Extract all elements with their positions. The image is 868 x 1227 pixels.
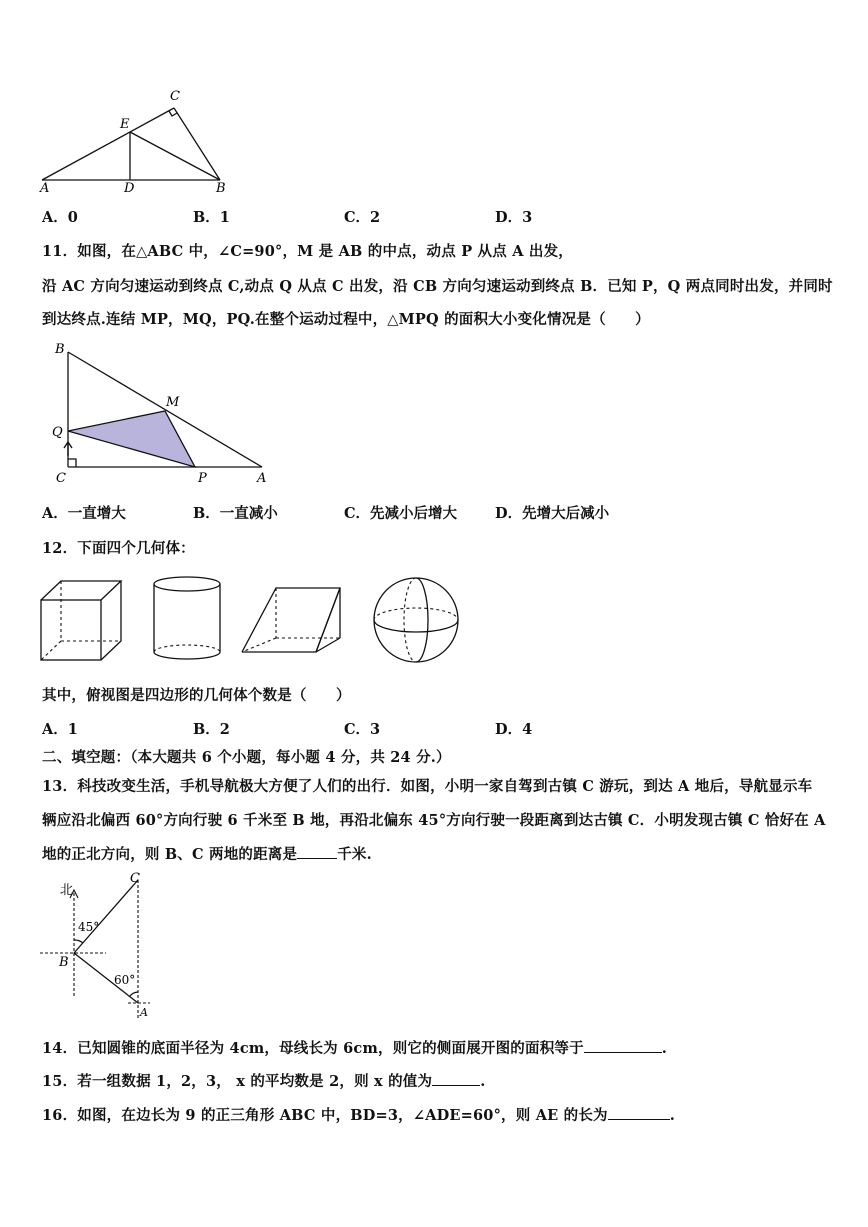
fig13-label-c: C	[130, 871, 140, 886]
q11-line-1: 11．如图，在△ABC 中，∠C=90°，M 是 AB 的中点，动点 P 从点 A 出发，	[42, 243, 574, 260]
q11-line-3: 到达终点.连结 MP，MQ，PQ.在整个运动过程中，△MPQ 的面积大小变化情况是（ ）	[42, 311, 650, 328]
figure-q13-directions	[38, 868, 168, 1026]
q14-answer-blank	[584, 1038, 662, 1053]
fig10-label-e: E	[120, 117, 130, 132]
q11-option-c: C．先减小后增大	[344, 505, 458, 522]
q11-line-2: 沿 AC 方向匀速运动到终点 C,动点 Q 从点 C 出发，沿 CB 方向匀速运动到终点 B．已知 P，Q 两点同时出发，并同时	[42, 278, 833, 295]
fig13-label-north: 北	[60, 883, 74, 898]
fig11-label-p: P	[198, 471, 207, 486]
q10-option-a: A．0	[42, 209, 78, 226]
fig11-label-a: A	[257, 471, 267, 486]
fig10-label-c: C	[170, 89, 180, 104]
fig10-label-d: D	[124, 181, 135, 195]
q14-tail: .	[661, 1040, 668, 1057]
figure-q10-triangle	[30, 80, 240, 195]
q12-option-a: A．1	[42, 721, 78, 738]
q10-option-c: C．2	[344, 209, 381, 226]
q15-line	[42, 1070, 485, 1091]
q11-option-d: D．先增大后减小	[495, 505, 610, 522]
q11-option-a: A．一直增大	[42, 505, 126, 522]
q13-answer-blank	[297, 844, 337, 859]
fig13-label-a: A	[140, 1006, 148, 1019]
q13-line-3	[42, 843, 372, 864]
fig11-label-q: Q	[52, 425, 63, 440]
q12-line-1: 12．下面四个几何体：	[42, 540, 195, 557]
fig13-label-b: B	[59, 955, 69, 970]
q12-line-2: 其中，俯视图是四边形的几何体个数是（ ）	[42, 687, 351, 704]
fig11-label-m: M	[166, 395, 180, 410]
q12-option-c: C．3	[344, 721, 381, 738]
q13-line-2: 辆应沿北偏西 60°方向行驶 6 千米至 B 地，再沿北偏东 45°方向行驶一段距离到达古镇 C．小明发现古镇 C 恰好在 A	[42, 812, 826, 829]
q12-option-d: D．4	[495, 721, 533, 738]
fig13-label-60: 60°	[114, 973, 136, 987]
prism-figure	[236, 580, 346, 660]
fig11-label-c: C	[56, 471, 66, 486]
sphere-figure	[370, 574, 462, 666]
q16-tail: .	[669, 1107, 675, 1124]
q10-option-d: D．3	[495, 209, 533, 226]
shaded-triangle-mpq	[68, 411, 195, 467]
fig10-label-a: A	[40, 181, 50, 195]
q13-line-1: 13．科技改变生活，手机导航极大方便了人们的出行．如图，小明一家自驾到古镇 C 游玩，到达 A 地后，导航显示车	[42, 778, 813, 795]
q14-text: 14．已知圆锥的底面半径为 4cm，母线长为 6cm，则它的侧面展开图的面积等于	[42, 1040, 584, 1057]
q10-option-b: B．1	[193, 209, 230, 226]
q12-option-b: B．2	[193, 721, 230, 738]
q15-text: 15．若一组数据 1，2，3， x 的平均数是 2，则 x 的值为	[42, 1073, 433, 1090]
fig10-label-b: B	[216, 181, 226, 195]
figure-q11-triangle	[40, 338, 290, 488]
q15-answer-blank	[432, 1071, 480, 1086]
q15-tail: .	[480, 1073, 486, 1090]
q13-line-3-text: 地的正北方向，则 B、C 两地的距离是	[42, 846, 298, 863]
q13-line-3-tail: 千米.	[337, 846, 372, 863]
q16-line	[42, 1104, 675, 1125]
q11-option-b: B．一直减小	[193, 505, 278, 522]
fig13-label-45: 45°	[78, 920, 100, 934]
cylinder-figure	[150, 574, 226, 664]
q14-line	[42, 1037, 667, 1058]
cube-figure	[38, 578, 128, 664]
fig11-label-b: B	[55, 342, 65, 357]
q16-answer-blank	[608, 1105, 670, 1120]
q16-text: 16．如图，在边长为 9 的正三角形 ABC 中，BD=3，∠ADE=60°，则 AE 的长为	[42, 1107, 608, 1124]
section-heading-fill-in: 二、填空题：（本大题共 6 个小题，每小题 4 分，共 24 分.）	[42, 749, 451, 766]
